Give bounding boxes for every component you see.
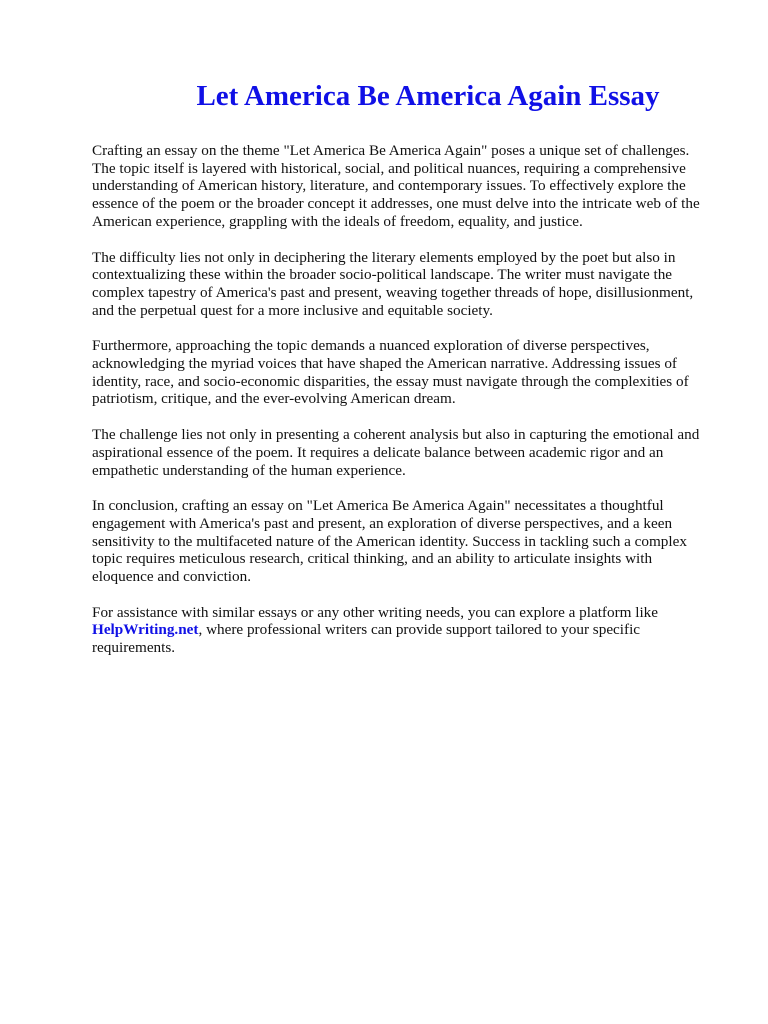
document-title: Let America Be America Again Essay bbox=[196, 80, 660, 112]
paragraph-4: The challenge lies not only in presenting a coherent analysis but also in capturing the emotional and aspirational essence of the poem. It requires a delicate balance between academic rigor and an empathetic understanding of the human experience. bbox=[92, 426, 700, 479]
closing-text-before-link: For assistance with similar essays or any other writing needs, you can explore a platform like bbox=[92, 603, 659, 621]
paragraph-2: The difficulty lies not only in deciphering the literary elements employed by the poet but also in contextualizing these within the broader socio-political landscape. The writer must navigate the complex tapestry of America's past and present, weaving together threads of hope, disillusionment, and the perpetual quest for a more inclusive and equitable society. bbox=[92, 248, 694, 319]
closing-paragraph bbox=[92, 604, 716, 657]
paragraph-3: Furthermore, approaching the topic demands a nuanced exploration of diverse perspectives, acknowledging the myriad voices that have shaped the American narrative. Addressing issues of identity, race, and socio-economic disparities, the essay must navigate through the complexities of patriotism, critique, and the ever-evolving American dream. bbox=[92, 337, 689, 408]
paragraph-1: Crafting an essay on the theme "Let America Be America Again" poses a unique set of challenges. The topic itself is layered with historical, social, and political nuances, requiring a comprehensive understanding of American history, literature, and contemporary issues. To effectively explore the essence of the poem or the broader concept it addresses, one must delve into the intricate web of the American experience, grappling with the ideals of freedom, equality, and justice. bbox=[92, 142, 700, 230]
helpwriting-link[interactable]: HelpWriting.net bbox=[92, 621, 199, 639]
paragraph-5: In conclusion, crafting an essay on "Let America Be America Again" necessitates a thoughtful engagement with America's past and present, an exploration of diverse perspectives, and a keen sensitivity to the multifaceted nature of the American identity. Success in tackling such a complex topic requires meticulous research, critical thinking, and an ability to articulate insights with eloquence and conviction. bbox=[92, 497, 687, 586]
closing-text-after-link: , where professional writers can provide support tailored to your specific requirements. bbox=[92, 621, 641, 657]
